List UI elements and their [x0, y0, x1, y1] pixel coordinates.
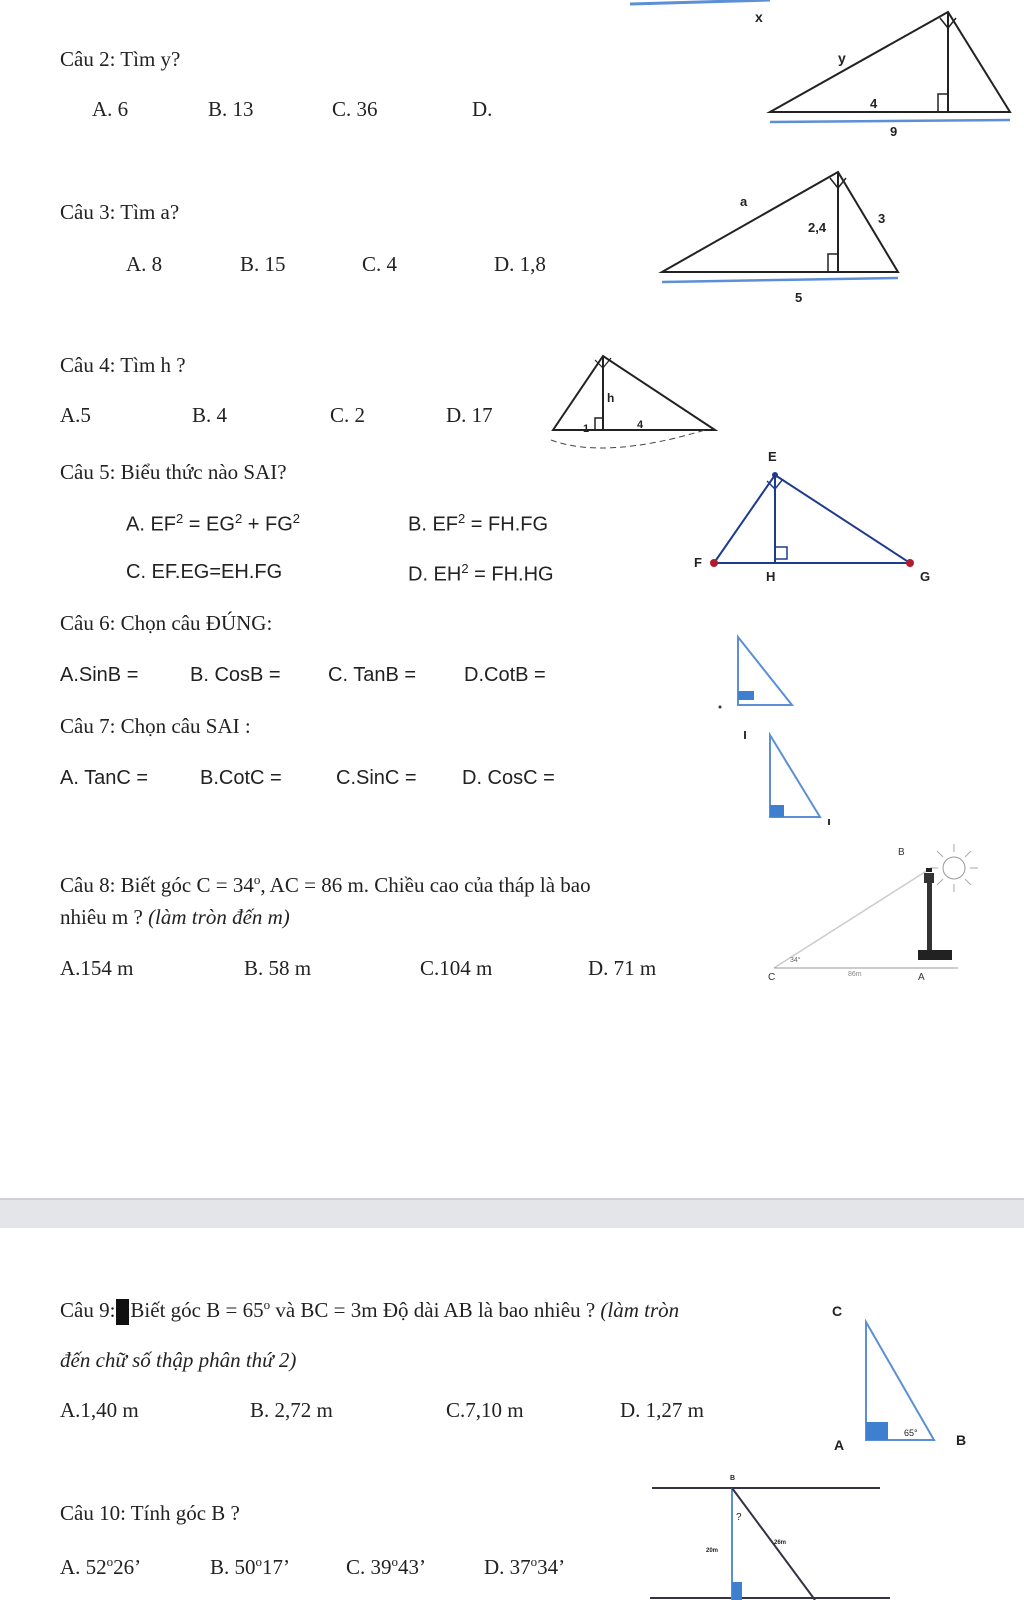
text-cursor — [116, 1299, 129, 1325]
q10-option-d[interactable]: D. 37$^o$34’ — [484, 1554, 566, 1579]
q7-option-a[interactable]: A. TanC = — [60, 767, 149, 789]
q3-triangle-figure — [650, 160, 910, 310]
q10-triangle-figure — [650, 1470, 890, 1600]
q2-option-d[interactable]: D. — [472, 97, 493, 121]
q10-option-c[interactable]: C. 39$^o$43’ — [346, 1554, 427, 1579]
q10-label-b: B — [730, 1475, 736, 1482]
q3-option-b[interactable]: B. 15 — [240, 252, 286, 276]
q5-option-c[interactable]: C. EF.EG=EH.FG — [126, 561, 283, 583]
q9-rounding-note: (làm tròn — [600, 1298, 680, 1322]
q9-label-b: B — [956, 1432, 967, 1448]
q5-option-b[interactable]: B. $EF^2 = FH.FG$ — [408, 511, 549, 536]
q8-option-a[interactable]: A.154 m — [60, 956, 134, 980]
q3-question: Câu 3: Tìm a? — [60, 200, 180, 224]
q5-option-a-sup3: 2 — [292, 511, 300, 526]
q8-question: Câu 8: Biết góc $C = 34^o$, AC = 86 m. Chiều cao của tháp là bao — [60, 872, 591, 897]
q5-triangle-figure — [680, 445, 930, 595]
q5-option-d[interactable]: D. $EH^2 = FH.HG$ — [408, 561, 554, 586]
q8-label-b: B — [898, 847, 905, 858]
q6-option-c[interactable]: C. TanB = — [328, 664, 417, 686]
q2-triangle-figure — [600, 0, 1024, 150]
q8-tower-figure — [760, 840, 990, 1010]
q8-option-b[interactable]: B. 58 m — [244, 956, 312, 980]
q5-question: Câu 5: Biểu thức nào SAI? — [60, 460, 287, 484]
q9-rounding-note-line2: đến chữ số thập phân thứ 2) — [60, 1348, 297, 1372]
q4-option-d[interactable]: D. 17 — [446, 403, 493, 427]
q8-option-c[interactable]: C.104 m — [420, 956, 493, 980]
q2-option-a[interactable]: A. 6 — [92, 97, 129, 121]
q3-label-c: 3 — [878, 211, 886, 226]
q10-option-a[interactable]: A. 52$^o$26’ — [60, 1554, 142, 1579]
q7-triangle-figure — [740, 725, 850, 835]
q10-question: Câu 10: Tính góc B ? — [60, 1501, 240, 1525]
q2-label-x: x — [755, 9, 763, 25]
q8-label-a: A — [918, 972, 925, 983]
q5-point-g — [906, 559, 914, 567]
q9-option-c[interactable]: C.7,10 m — [446, 1398, 524, 1422]
q4-label-right: 4 — [637, 419, 644, 431]
q5-label-h: H — [766, 569, 776, 584]
q9-label-angle: 65° — [904, 1428, 918, 1438]
q8-rounding-note: (làm tròn đến m) — [148, 905, 290, 929]
q3-option-d[interactable]: D. 1,8 — [494, 252, 546, 276]
q6-option-a[interactable]: A.SinB = — [60, 664, 139, 686]
q9-option-a[interactable]: A.1,40 m — [60, 1398, 139, 1422]
q7-option-b[interactable]: B.CotC = — [200, 767, 282, 789]
sun-icon — [930, 844, 978, 892]
q7-option-c[interactable]: C.SinC = — [336, 767, 417, 789]
q4-option-c[interactable]: C. 2 — [330, 403, 366, 427]
q9-question: Câu 9: Biết góc $B = 65^o$ và BC = 3m Độ dài AB là bao nhiêu ? (làm tròn — [60, 1298, 679, 1325]
q2-option-c[interactable]: C. 36 — [332, 97, 378, 121]
q10-label-question: ? — [736, 1512, 742, 1523]
q5-label-g: G — [920, 569, 931, 584]
q6-triangle-figure — [710, 625, 810, 725]
q2-question: Câu 2: Tìm y? — [60, 47, 181, 71]
q4-question: Câu 4: Tìm h ? — [60, 353, 186, 377]
q4-option-b[interactable]: B. 4 — [192, 403, 228, 427]
q4-triangle-figure — [545, 350, 725, 460]
q8-label-distance: 86m — [848, 971, 862, 978]
q7-option-d[interactable]: D. CosC = — [462, 767, 555, 789]
q3-option-c[interactable]: C. 4 — [362, 252, 398, 276]
q5-option-a[interactable]: A. $EF^2 = EG^2 + FG^2$ — [126, 511, 300, 536]
tower-icon — [918, 868, 952, 960]
q9-option-b[interactable]: B. 2,72 m — [250, 1398, 333, 1422]
q2-label-b: 9 — [890, 124, 898, 139]
q8-label-c: C — [768, 972, 776, 983]
q8-option-d[interactable]: D. 71 m — [588, 956, 657, 980]
q2-label-a: 4 — [870, 96, 878, 111]
q7-question: Câu 7: Chọn câu SAI : — [60, 714, 251, 738]
q10-label-right: 26m — [774, 1540, 787, 1546]
q2-option-b[interactable]: B. 13 — [208, 97, 254, 121]
q8-question-line2: nhiêu m ? (làm tròn đến m) — [60, 905, 290, 929]
q9-option-d[interactable]: D. 1,27 m — [620, 1398, 704, 1422]
q5-label-f: F — [694, 555, 702, 570]
q4-label-left: 1 — [583, 423, 590, 435]
q4-label-h: h — [607, 391, 615, 405]
q5-option-a-sup2: 2 — [234, 511, 243, 526]
page-separator — [0, 1198, 1024, 1228]
q2-label-y: y — [838, 50, 846, 66]
q5-point-f — [710, 559, 718, 567]
q4-option-a[interactable]: A.5 — [60, 403, 91, 427]
q6-option-d[interactable]: D.CotB = — [464, 664, 546, 686]
q3-label-base: 5 — [795, 290, 803, 305]
q10-label-left: 20m — [706, 1548, 719, 1554]
q3-option-a[interactable]: A. 8 — [126, 252, 163, 276]
q9-label-c: C — [832, 1303, 843, 1319]
q10-option-b[interactable]: B. 50$^o$17’ — [210, 1554, 291, 1579]
q5-point-e — [772, 472, 778, 478]
q6-option-b[interactable]: B. CosB = — [190, 664, 281, 686]
q5-label-e: E — [768, 449, 777, 464]
q8-label-angle: 34° — [790, 957, 801, 964]
q9-label-a: A — [834, 1437, 845, 1453]
q3-label-h: 2,4 — [808, 220, 827, 235]
q9-triangle-figure — [820, 1290, 980, 1460]
q6-question: Câu 6: Chọn câu ĐÚNG: — [60, 611, 273, 635]
q3-label-a: a — [740, 194, 748, 209]
